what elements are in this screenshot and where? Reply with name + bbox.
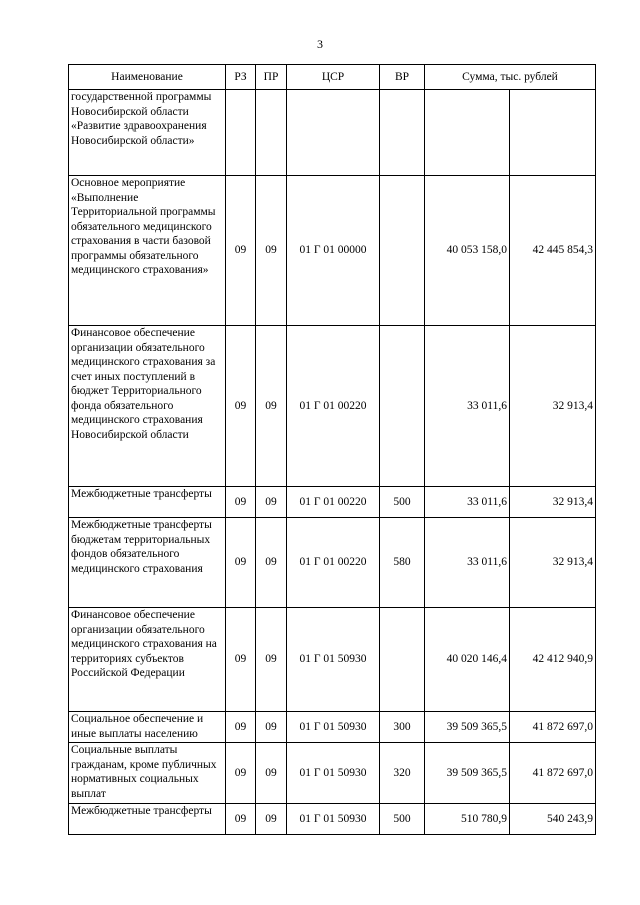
cell-name: Социальные выплаты гражданам, кроме публичных нормативных социальных выплат — [69, 743, 226, 804]
cell-csr — [287, 90, 380, 176]
cell-csr: 01 Г 01 50930 — [287, 804, 380, 835]
cell-name: Финансовое обеспечение организации обязательного медицинского страхования на территориях субъектов Российской Федерации — [69, 608, 226, 712]
cell-sum-1: 33 011,6 — [425, 487, 510, 518]
cell-sum-2: 32 913,4 — [510, 518, 596, 608]
cell-vr — [380, 326, 425, 487]
cell-pr: 09 — [256, 743, 287, 804]
table-row — [69, 804, 596, 835]
cell-rz: 09 — [226, 712, 256, 743]
cell-vr: 500 — [380, 804, 425, 835]
cell-pr: 09 — [256, 176, 287, 326]
cell-sum-2: 41 872 697,0 — [510, 712, 596, 743]
cell-sum-2: 540 243,9 — [510, 804, 596, 835]
cell-rz: 09 — [226, 176, 256, 326]
cell-pr — [256, 90, 287, 176]
table-row — [69, 608, 596, 712]
cell-sum-2: 41 872 697,0 — [510, 743, 596, 804]
cell-rz: 09 — [226, 487, 256, 518]
cell-sum-1 — [425, 90, 510, 176]
cell-name: государственной программы Новосибирской области «Развитие здравоохранения Новосибирской области» — [69, 90, 226, 176]
cell-rz: 09 — [226, 518, 256, 608]
page-number: 3 — [317, 37, 323, 51]
header-vr: ВР — [380, 65, 425, 90]
cell-sum-1: 33 011,6 — [425, 518, 510, 608]
table-row — [69, 326, 596, 487]
table-row — [69, 712, 596, 743]
header-pr: ПР — [256, 65, 287, 90]
cell-vr: 300 — [380, 712, 425, 743]
cell-name: Межбюджетные трансферты бюджетам территориальных фондов обязательного медицинского страхования — [69, 518, 226, 608]
cell-vr: 320 — [380, 743, 425, 804]
cell-pr: 09 — [256, 487, 287, 518]
cell-sum-2: 32 913,4 — [510, 487, 596, 518]
cell-pr: 09 — [256, 712, 287, 743]
cell-pr: 09 — [256, 518, 287, 608]
cell-vr: 500 — [380, 487, 425, 518]
cell-rz: 09 — [226, 608, 256, 712]
cell-sum-1: 40 053 158,0 — [425, 176, 510, 326]
cell-sum-2 — [510, 90, 596, 176]
cell-rz — [226, 90, 256, 176]
cell-name: Межбюджетные трансферты — [69, 804, 226, 835]
cell-sum-1: 39 509 365,5 — [425, 743, 510, 804]
header-name: Наименование — [69, 65, 226, 90]
cell-csr: 01 Г 01 00000 — [287, 176, 380, 326]
cell-csr: 01 Г 01 50930 — [287, 743, 380, 804]
cell-name: Финансовое обеспечение организации обязательного медицинского страхования за счет иных поступлений в бюджет Территориального фонда обязательного медицинского страхования Новосибирской области — [69, 326, 226, 487]
header-rz: РЗ — [226, 65, 256, 90]
cell-vr: 580 — [380, 518, 425, 608]
cell-rz: 09 — [226, 326, 256, 487]
cell-name: Межбюджетные трансферты — [69, 487, 226, 518]
cell-vr — [380, 176, 425, 326]
budget-table — [68, 64, 596, 835]
cell-name: Социальное обеспечение и иные выплаты населению — [69, 712, 226, 743]
table-row — [69, 176, 596, 326]
cell-csr: 01 Г 01 00220 — [287, 518, 380, 608]
cell-sum-2: 42 445 854,3 — [510, 176, 596, 326]
table-row — [69, 90, 596, 176]
cell-sum-2: 32 913,4 — [510, 326, 596, 487]
cell-name: Основное мероприятие «Выполнение Территориальной программы обязательного медицинского страхования в части базовой программы обязательного медицинского страхования» — [69, 176, 226, 326]
cell-rz: 09 — [226, 743, 256, 804]
cell-sum-1: 33 011,6 — [425, 326, 510, 487]
cell-rz: 09 — [226, 804, 256, 835]
cell-vr — [380, 608, 425, 712]
cell-csr: 01 Г 01 00220 — [287, 487, 380, 518]
table-row — [69, 743, 596, 804]
cell-sum-1: 510 780,9 — [425, 804, 510, 835]
cell-sum-1: 39 509 365,5 — [425, 712, 510, 743]
cell-pr: 09 — [256, 608, 287, 712]
cell-sum-1: 40 020 146,4 — [425, 608, 510, 712]
cell-csr: 01 Г 01 00220 — [287, 326, 380, 487]
cell-csr: 01 Г 01 50930 — [287, 608, 380, 712]
header-sum: Сумма, тыс. рублей — [425, 65, 596, 90]
header-csr: ЦСР — [287, 65, 380, 90]
cell-sum-2: 42 412 940,9 — [510, 608, 596, 712]
table-row — [69, 518, 596, 608]
cell-pr: 09 — [256, 326, 287, 487]
cell-csr: 01 Г 01 50930 — [287, 712, 380, 743]
cell-vr — [380, 90, 425, 176]
table-row — [69, 487, 596, 518]
table-header-row — [69, 65, 596, 90]
cell-pr: 09 — [256, 804, 287, 835]
